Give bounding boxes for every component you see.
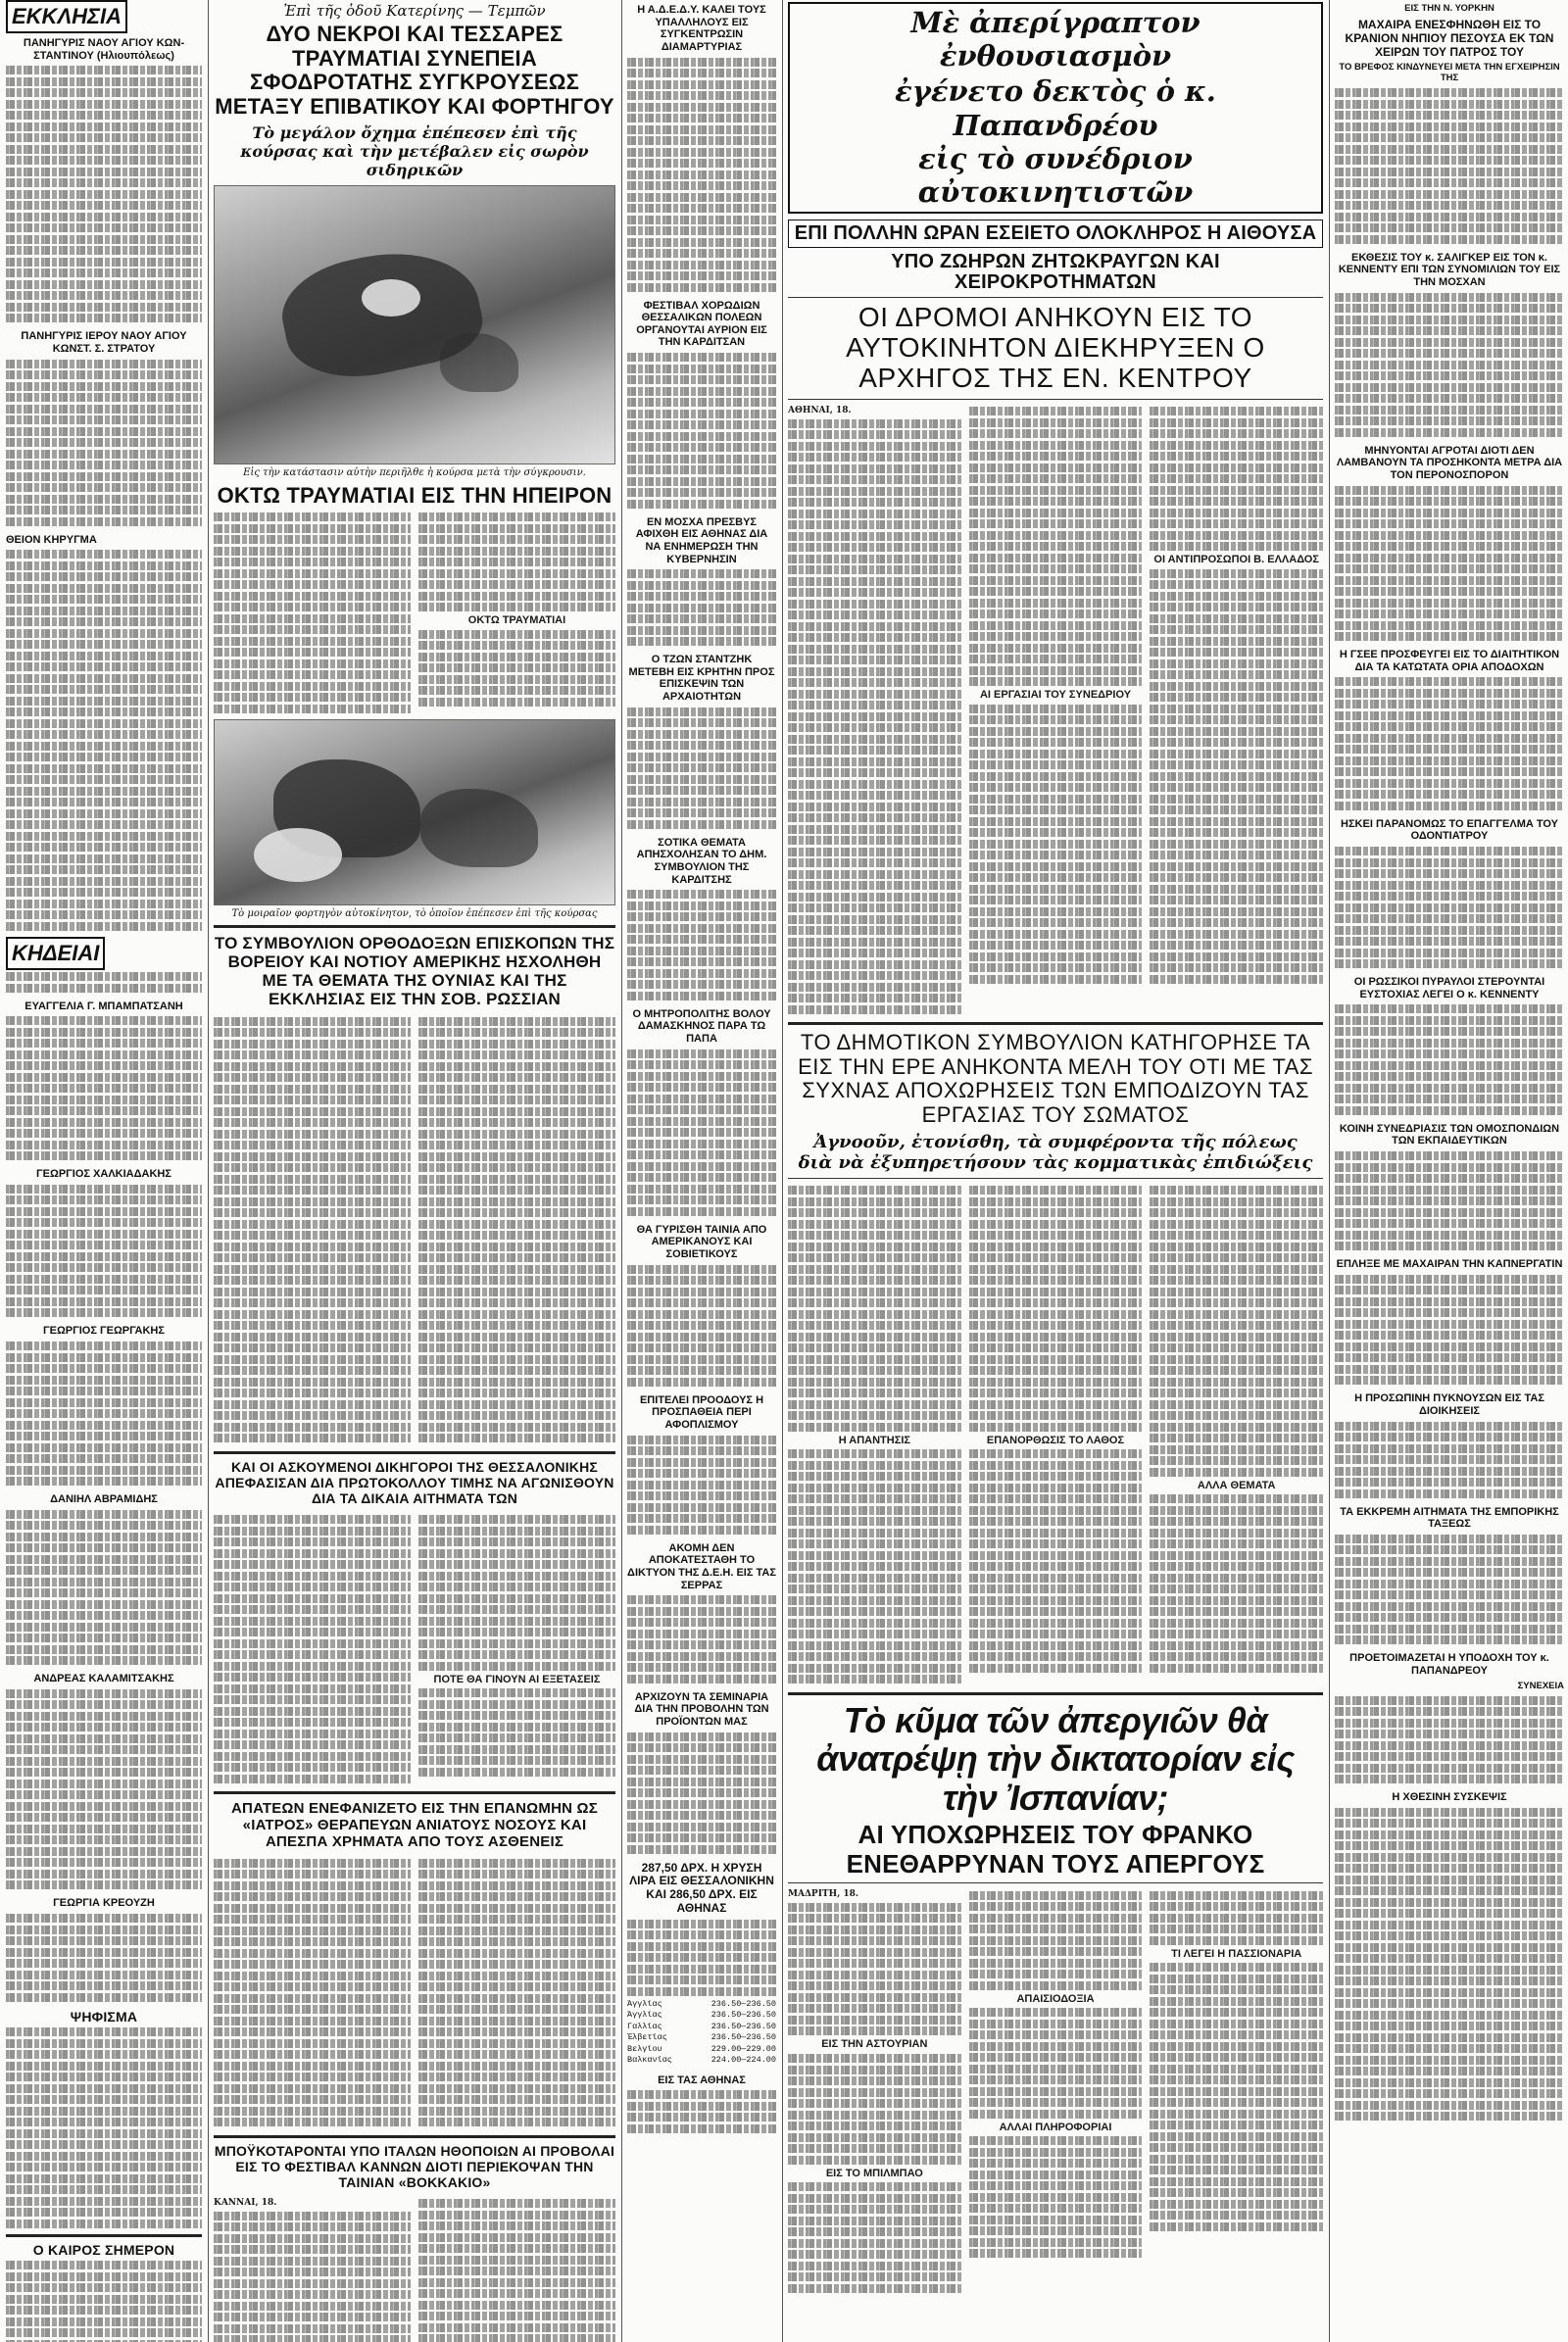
table-row: Βαλκανίας 224.00—224.00 [627,2055,776,2066]
church-section-title: ΕΚΚΛΗΣΙΑ [6,0,127,33]
news-headline: Η ΓΣΕΕ ΠΡΟΣΦΕΥΓΕΙ ΕΙΣ ΤΟ ΔΙΑΙΤΗΤΙΚΟΝ ΔΙΑ ΤΑ ΚΑΤΩΤΑΤΑ ΟΡΙΑ ΑΠΟΔΟΧΩΝ [1339,649,1560,673]
brief-headline: 287,50 ΔΡΧ. Η ΧΡΥΣΗ ΛΙΡΑ ΕΙΣ ΘΕΣΣΑΛΟΝΙΚΗΝ ΚΑΙ 286,50 ΔΡΧ. ΕΙΣ ΑΘΗΝΑΣ [629,1860,774,1915]
dateline: ΑΘΗΝΑΙ, 18. [788,405,852,415]
resolution-heading: ΨΗΦΙΣΜΑ [70,2008,138,2025]
column-rule [621,0,622,2342]
news-headline: ΤΑ ΕΚΚΡΕΜΗ ΑΙΤΗΜΑΤΑ ΤΗΣ ΕΜΠΟΡΙΚΗΣ ΤΑΞΕΩΣ [1340,1505,1559,1531]
spain-headline: Τὸ κῦμα τῶν ἀπεργιῶν θὰ ἀνατρέψῃ τὴν δικτατορίαν εἰς τὴν Ἰσπανίαν; [816,1699,1295,1818]
brief-headline: Ο ΜΗΤΡΟΠΟΛΙΤΗΣ ΒΟΛΟΥ ΔΑΜΑΣΚΗΝΟΣ ΠΑΡΑ ΤΩ ΠΑΠΑ [632,1007,771,1046]
spain-subhead: ΕΝΕΘΑΡΡΥΝΑΝ ΤΟΥΣ ΑΠΕΡΓΟΥΣ [846,1848,1265,1878]
brief-headline: ΕΠΙΤΕΛΕΙ ΠΡΟΟΔΟΥΣ Η ΠΡΟΣΠΑΘΕΙΑ ΠΕΡΙ ΑΦΟΠΛΙΣΜΟΥ [639,1393,764,1431]
epirus-headline: ΟΚΤΩ ΤΡΑΥΜΑΤΙΑΙ ΕΙΣ ΤΗΝ ΗΠΕΙΡΟΝ [217,482,612,508]
dateline: ΚΑΝΝΑΙ, 18. [214,2197,277,2208]
news-headline: ΗΣΚΕΙ ΠΑΡΑΝΟΜΩΣ ΤΟ ΕΠΑΓΓΕΛΜΑ ΤΟΥ ΟΔΟΝΤΙΑΤΡΟΥ [1341,817,1558,843]
spain-subhead: ΑΙ ΥΠΟΧΩΡΗΣΕΙΣ ΤΟΥ ΦΡΑΝΚΟ [858,1820,1253,1850]
truck-photo [214,719,615,905]
column-right [1335,0,1564,2342]
council-headline: ΤΟ ΔΗΜΟΤΙΚΟΝ ΣΥΜΒΟΥΛΙΟΝ ΚΑΤΗΓΟΡΗΣΕ ΤΑ ΕΙΣ ΤΗΝ ΕΡΕ ΑΝΗΚΟΝΤΑ ΜΕΛΗ ΤΟΥ ΟΤΙ ΜΕ ΤΑΣ ΣΥΧΝΑΣ ΑΠΟΧΩΡΗΣΕΙΣ ΤΩΝ ΕΜΠΟΔΙΖΟΥΝ ΤΑΣ ΕΡΓΑΣΙΑΣ ΤΟΥ ΣΩΜΑΤΟΣ [798,1030,1313,1127]
accident-subhead: Τὸ μεγάλον ὄχημα ἐπέπεσεν ἐπὶ τῆς κούρσας καὶ τὴν μετέβαλεν εἰς σωρὸν σιδηρικῶν [240,122,589,179]
table-row: Ἑλβετίας 236.50—236.50 [627,2032,776,2043]
column-rule [208,0,209,2342]
funeral-name: ΔΑΝΙΗΛ ΑΒΡΑΜΙΔΗΣ [50,1493,158,1506]
church-subheading: ΠΑΝΗΓΥΡΙΣ ΙΕΡΟΥ ΝΑΟΥ ΑΓΙΟΥ ΚΩΝΣΤ. Σ. ΣΤΡΑΤΟΥ [21,330,187,355]
news-headline: ΜΑΧΑΙΡΑ ΕΝΕΣΦΗΝΩΘΗ ΕΙΣ ΤΟ ΚΡΑΝΙΟΝ ΝΗΠΙΟΥ ΠΕΣΟΥΣΑ ΕΚ ΤΩΝ ΧΕΙΡΩΝ ΤΟΥ ΠΑΤΡΟΣ ΤΟΥ [1345,17,1554,59]
funeral-name: ΓΕΩΡΓΙΑ ΚΡΕΟΥΖΗ [53,1897,155,1910]
funeral-name: ΓΕΩΡΓΙΟΣ ΧΑΛΚΙΑΔΑΚΗΣ [36,1168,172,1181]
kicker-line: Μὲ ἀπερίγραπτον ἐνθουσιασμὸν [788,2,1323,74]
banner-line: ΥΠΟ ΖΩΗΡΩΝ ΖΗΤΩΚΡΑΥΓΩΝ ΚΑΙ ΧΕΙΡΟΚΡΟΤΗΜΑΤΩΝ [891,251,1220,294]
news-headline: Η ΠΡΟΣΩΠΙΝΗ ΠΥΚΝΟΥΣΩΝ ΕΙΣ ΤΑΣ ΔΙΟΙΚΗΣΕΙΣ [1354,1392,1544,1417]
church-subheading: ΠΑΝΗΓΥΡΙΣ ΝΑΟΥ ΑΓΙΟΥ ΚΩΝ-ΣΤΑΝΤΙΝΟΥ (Ηλιουπόλεως) [23,37,185,62]
brief-headline: ΕΝ ΜΟΣΧΑ ΠΡΕΣΒΥΣ ΑΦΙΧΘΗ ΕΙΣ ΑΘΗΝΑΣ ΔΙΑ ΝΑ ΕΝΗΜΕΡΩΣΗ ΤΗΝ ΚΥΒΕΡΝΗΣΙΝ [635,515,768,565]
funerals-section-title: ΚΗΔΕΙΑΙ [6,937,105,970]
news-headline: ΕΠΛΗΞΕ ΜΕ ΜΑΧΑΙΡΑΝ ΤΗΝ ΚΑΠΝΕΡΓΑΤΙΝ [1336,1258,1563,1271]
funeral-name: ΕΥΑΓΓΕΛΙΑ Γ. ΜΠΑΜΠΑΤΣΑΝΗ [24,1000,183,1012]
photo-caption: Τὸ μοιραῖον φορτηγὸν αὐτοκίνητον, τὸ ὁποῖον ἐπέπεσεν ἐπὶ τῆς κούρσας [231,908,598,920]
fraud-headline: ΑΠΑΤΕΩΝ ΕΝΕΦΑΝΙΖΕΤΟ ΕΙΣ ΤΗΝ ΕΠΑΝΩΜΗΝ ΩΣ «ΙΑΤΡΟΣ» ΘΕΡΑΠΕΥΩΝ ΑΝΙΑΤΟΥΣ ΝΟΣΟΥΣ ΚΑΙ ΑΠΕΣΠΑ ΧΡΗΜΑΤΑ ΑΠΟ ΤΟΥΣ ΑΣΘΕΝΕΙΣ [231,1800,598,1851]
injured-subheading: ΟΚΤΩ ΤΡΑΥΜΑΤΙΑΙ [467,614,566,627]
section-subheading: ΑΛΛΑ ΘΕΜΑΤΑ [1197,1479,1276,1491]
news-headline: ΕΚΘΕΣΙΣ ΤΟΥ κ. ΣΑΛΙΓΚΕΡ ΕΙΣ ΤΟΝ κ. ΚΕΝΝΕΝΤΥ ΕΠΙ ΤΩΝ ΣΥΝΟΜΙΛΙΩΝ ΤΟΥ ΕΙΣ ΤΗΝ ΜΟΣΧΑΝ [1338,251,1561,288]
section-subheading: ΟΙ ΑΝΤΙΠΡΟΣΩΠΟΙ Β. ΕΛΛΑΔΟΣ [1153,554,1319,566]
funeral-name: ΑΝΔΡΕΑΣ ΚΑΛΑΜΙΤΣΑΚΗΣ [33,1673,174,1685]
council-subhead: Ἀγνοοῦν, ἐτονίσθη, τὰ συμφέροντα τῆς πόλεως [813,1131,1298,1152]
kirygma-heading: ΘΕΙΟΝ ΚΗΡΥΓΜΑ [6,533,97,546]
photo-caption: Εἰς τὴν κατάστασιν αὐτὴν περιῆλθε ἡ κούρσα μετὰ τὴν σύγκρουσιν. [243,466,586,478]
accident-kicker: Ἐπὶ τῆς ὁδοῦ Κατερίνης — Τεμπῶν [283,2,546,20]
weather-heading: Ο ΚΑΙΡΟΣ ΣΗΜΕΡΟΝ [32,2241,175,2258]
brief-headline: ΦΕΣΤΙΒΑΛ ΧΟΡΩΔΙΩΝ ΘΕΣΣΑΛΙΚΩΝ ΠΟΛΕΩΝ ΟΡΓΑΝΟΥΤΑΙ ΑΥΡΙΟΝ ΕΙΣ ΤΗΝ ΚΑΡΔΙΤΣΑΝ [636,299,767,349]
boycott-headline: ΜΠΟΫΚΟΤΑΡΟΝΤΑΙ ΥΠΟ ΙΤΑΛΩΝ ΗΘΟΠΟΙΩΝ ΑΙ ΠΡΟΒΟΛΑΙ ΕΙΣ ΤΟ ΦΕΣΤΙΒΑΛ ΚΑΝΝΩΝ ΔΙΟΤΙ ΠΕΡΙΕΚΟΨΑΝ ΤΗΝ ΤΑΙΝΙΑΝ «ΒΟΚΚΑΚΙΟ» [214,2142,615,2190]
column-rule [1329,0,1330,2342]
kicker-line: ἐγένετο δεκτὸς ὁ κ. Παπανδρέου [788,74,1323,141]
news-headline: ΜΗΝΥΟΝΤΑΙ ΑΓΡΟΤΑΙ ΔΙΟΤΙ ΔΕΝ ΛΑΜΒΑΝΟΥΝ ΤΑ ΠΡΟΣΗΚΟΝΤΑ ΜΕΤΡΑ ΔΙΑ ΤΟΝ ΠΕΡΟΝΟΣΠΟΡΟΝ [1336,444,1563,481]
news-headline: ΠΡΟΕΤΟΙΜΑΖΕΤΑΙ Η ΥΠΟΔΟΧΗ ΤΟΥ κ. ΠΑΠΑΝΔΡΕΟΥ [1349,1652,1549,1677]
column-rule [782,0,783,2342]
section-subheading: ΕΠΑΝΟΡΘΩΣΙΣ ΤΟ ΛΑΘΟΣ [986,1434,1125,1446]
brief-headline: Η Α.Δ.Ε.Δ.Υ. ΚΑΛΕΙ ΤΟΥΣ ΥΠΑΛΛΗΛΟΥΣ ΕΙΣ ΣΥΓΚΕΝΤΡΩΣΙΝ ΔΙΑΜΑΡΤΥΡΙΑΣ [637,4,766,53]
brief-headline: ΘΑ ΓΥΡΙΣΘΗ ΤΑΙΝΙΑ ΑΠΟ ΑΜΕΡΙΚΑΝΟΥΣ ΚΑΙ ΣΟΒΙΕΤΙΚΟΥΣ [636,1223,767,1261]
main-headline: ΟΙ ΔΡΟΜΟΙ ΑΝΗΚΟΥΝ ΕΙΣ ΤΟ ΑΥΤΟΚΙΝΗΤΟΝ ΔΙΕΚΗΡΥΞΕΝ Ο ΑΡΧΗΓΟΣ ΤΗΣ ΕΝ. ΚΕΝΤΡΟΥ [846,302,1265,393]
section-label: ΕΙΣ ΤΗΝ Ν. ΥΟΡΚΗΝ [1404,3,1494,14]
synod-headline: ΤΟ ΣΥΜΒΟΥΛΙΟΝ ΟΡΘΟΔΟΞΩΝ ΕΠΙΣΚΟΠΩΝ ΤΗΣ ΒΟΡΕΙΟΥ ΚΑΙ ΝΟΤΙΟΥ ΑΜΕΡΙΚΗΣ ΗΣΧΟΛΗΘΗ ΜΕ ΤΑ ΘΕΜΑΤΑ ΤΗΣ ΟΥΝΙΑΣ ΚΑΙ ΤΗΣ ΕΚΚΛΗΣΙΑΣ ΕΙΣ ΤΗΝ ΣΟΒ. ΡΩΣΣΙΑΝ [214,934,615,1009]
news-subhead: ΤΟ ΒΡΕΦΟΣ ΚΙΝΔΥΝΕΥΕΙ ΜΕΤΑ ΤΗΝ ΕΓΧΕΙΡΗΣΙΝ ΤΗΣ [1339,62,1560,84]
table-row: Ἀγγλίας 236.50—236.50 [627,1998,776,2009]
kicker-line: εἰς τὸ συνέδριον αὐτοκινητιστῶν [788,142,1323,214]
column-center [788,0,1323,2342]
church-text [6,66,202,322]
table-row: Βελγίου 229.00—229.00 [627,2043,776,2054]
section-subheading: ΤΙ ΛΕΓΕΙ Η ΠΑΣΣΙΟΝΑΡΙΑ [1171,1947,1302,1960]
funeral-name: ΓΕΩΡΓΙΟΣ ΓΕΩΡΓΑΚΗΣ [43,1325,165,1338]
lawyers-headline: ΚΑΙ ΟΙ ΑΣΚΟΥΜΕΝΟΙ ΔΙΚΗΓΟΡΟΙ ΤΗΣ ΘΕΣΣΑΛΟΝΙΚΗΣ ΑΠΕΦΑΣΙΣΑΝ ΔΙΑ ΠΡΩΤΟΚΟΛΛΟΥ ΤΙΜΗΣ ΝΑ ΑΓΩΝΙΣΘΟΥΝ ΔΙΑ ΤΑ ΔΙΚΑΙΑ ΑΙΤΗΜΑΤΑ ΤΩΝ [215,1458,614,1506]
banner-line: ΕΠΙ ΠΟΛΛΗΝ ΩΡΑΝ ΕΣΕΙΕΤΟ ΟΛΟΚΛΗΡΟΣ Η ΑΙΘΟΥΣΑ [788,220,1323,248]
column-accident [214,0,615,2342]
currency-table [627,1999,776,2067]
column-church [6,0,202,2342]
continued-label: ΣΥΝΕΧΕΙΑ [1517,1680,1564,1691]
table-row: Γαλλίας 236.50—236.50 [627,2021,776,2031]
news-headline: ΚΟΙΝΗ ΣΥΝΕΔΡΙΑΣΙΣ ΤΩΝ ΟΜΟΣΠΟΝΔΙΩΝ ΤΩΝ ΕΚΠΑΙΔΕΥΤΙΚΩΝ [1339,1122,1560,1147]
brief-headline: ΣΟΤΙΚΑ ΘΕΜΑΤΑ ΑΠΗΣΧΟΛΗΣΑΝ ΤΟ ΔΗΜ. ΣΥΜΒΟΥΛΙΟΝ ΤΗΣ ΚΑΡΔΙΤΣΗΣ [636,836,767,886]
section-subheading: ΑΠΑΙΣΙΟΔΟΞΙΑ [1016,1992,1095,2005]
accident-headline: ΔΥΟ ΝΕΚΡΟΙ ΚΑΙ ΤΕΣΣΑΡΕΣ ΤΡΑΥΜΑΤΙΑΙ ΣΥΝΕΠΕΙΑ ΣΦΟΔΡΟΤΑΤΗΣ ΣΥΓΚΡΟΥΣΕΩΣ ΜΕΤΑΞΥ ΕΠΙΒΑΤΙΚΟΥ ΚΑΙ ΦΟΡΤΗΓΟΥ [215,22,614,119]
dateline: ΜΑΔΡΙΤΗ, 18. [788,1889,859,1900]
news-headline: Η ΧΘΕΣΙΝΗ ΣΥΣΚΕΨΙΣ [1392,1791,1507,1804]
council-subhead: διὰ νὰ ἐξυπηρετήσουν τὰς κομματικὰς ἐπιδιώξεις [798,1151,1313,1173]
brief-headline: Ο ΤΖΩΝ ΣΤΑΝΤΖΗΚ ΜΕΤΕΒΗ ΕΙΣ ΚΡΗΤΗΝ ΠΡΟΣ ΕΠΙΣΚΕΨΙΝ ΤΩΝ ΑΡΧΑΙΟΤΗΤΩΝ [628,654,775,704]
crashed-car-photo [214,185,615,464]
exams-subheading: ΠΟΤΕ ΘΑ ΓΙΝΟΥΝ ΑΙ ΕΞΕΤΑΣΕΙΣ [433,1673,601,1685]
section-subheading: Η ΑΠΑΝΤΗΣΙΣ [838,1434,910,1446]
brief-headline: ΑΡΧΙΖΟΥΝ ΤΑ ΣΕΜΙΝΑΡΙΑ ΔΙΑ ΤΗΝ ΠΡΟΒΟΛΗΝ ΤΩΝ ΠΡΟΪΟΝΤΩΝ ΜΑΣ [634,1690,769,1728]
section-subheading: ΕΙΣ ΤΗΝ ΑΣΤΟΥΡΙΑΝ [821,2038,928,2051]
column-briefs [627,0,776,2342]
section-subheading: ΑΛΛΑΙ ΠΛΗΡΟΦΟΡΙΑΙ [999,2121,1112,2133]
news-headline: ΟΙ ΡΩΣΣΙΚΟΙ ΠΥΡΑΥΛΟΙ ΣΤΕΡΟΥΝΤΑΙ ΕΥΣΤΟΧΙΑΣ ΛΕΓΕΙ Ο κ. ΚΕΝΝΕΝΤΥ [1353,976,1545,1000]
table-row: Ἀγγλίας 236.50—236.50 [627,2010,776,2021]
brief-headline: ΕΙΣ ΤΑΣ ΑΘΗΝΑΣ [658,2074,746,2086]
section-subheading: ΑΙ ΕΡΓΑΣΙΑΙ ΤΟΥ ΣΥΝΕΔΡΙΟΥ [979,689,1132,702]
section-subheading: ΕΙΣ ΤΟ ΜΠΙΛΜΠΑΟ [825,2167,923,2179]
brief-headline: ΑΚΟΜΗ ΔΕΝ ΑΠΟΚΑΤΕΣΤΑΘΗ ΤΟ ΔΙΚΤΥΟΝ ΤΗΣ Δ.Ε.Η. ΕΙΣ ΤΑΣ ΣΕΡΡΑΣ [627,1541,776,1591]
